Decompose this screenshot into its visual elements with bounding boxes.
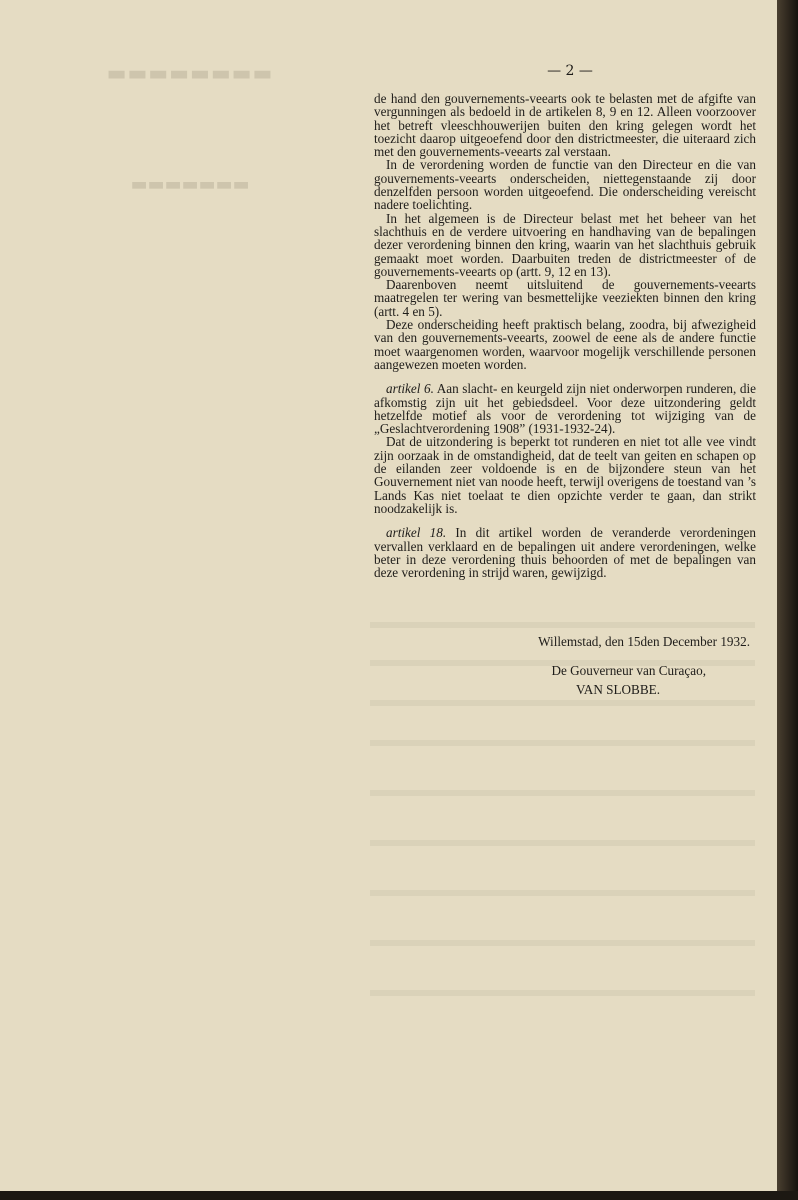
bleed-through-line [370,700,755,706]
article-6-text: Aan slacht- en keurgeld zijn niet onderworpen runderen, die afkomstig zijn uit het gebiedsdeel. Voor deze uitzondering geldt hetzelfde motief als voor de verordening tot wijziging van de „Geslachtverordening 1908” (1931-1932-24). [374,381,756,437]
bleed-through-heading: ▬▬▬▬▬▬▬▬ [106,60,274,85]
paragraph: de hand den gouvernements-veearts ook te belasten met de afgifte van vergunningen als bedoeld in de artikelen 8, 9 en 12. Alleen voorzoover het betreft vleeschhouwerijen buiten den kring gelegen wordt het toezicht daarop uitgeoefend door den districtmeester, die uiteraard zich met den gouvernements-veearts zal verstaan. [374,91,756,160]
paragraph: Dat de uitzondering is beperkt tot runderen en niet tot alle vee vindt zijn oorzaak in de omstandigheid, dat de teelt van geiten en schapen op de eilanden zeer voldoende is en de bijzondere steun van het Gouvernement niet van noode heeft, terwijl overigens de toestand van ’s Lands Kas niet toelaat te dien opzichte verder te gaan, dan strikt noodzakelijk is. [374,434,756,516]
article-6-paragraph [374,382,756,435]
paragraph: Deze onderscheiding heeft praktisch belang, zoodra, bij afwezigheid van den gouvernements-veearts, zoowel de eene als de andere functie moet waargenomen worden, waarvoor mogelijk verschillende personen aangewezen moeten worden. [374,317,756,372]
bleed-through-line [370,840,755,846]
article-18-text: In dit artikel worden de veranderde verordeningen vervallen verklaard en de bepalingen uit andere verordeningen, welke beter in deze verordening thuis behoorden of met de bepalingen van deze verordening in strijd waren, gewijzigd. [374,525,756,581]
bleed-through-line [370,740,755,746]
article-6-label: artikel 6. [386,381,434,397]
paragraph: In de verordening worden de functie van den Directeur en die van gouvernements-veearts onderscheiden, niettegenstaande zij door denzelfden persoon worden uitgeoefend. Die onderscheiding vereischt nadere toelichting. [374,157,756,213]
bleed-through-line [370,940,755,946]
article-18-label: artikel 18. [386,525,447,541]
paragraph: In het algemeen is de Directeur belast met het beheer van het slachthuis en de verdere uitvoering en handhaving van de bepalingen dezer verordening binnen den kring, waarin van het slachthuis gebruik gemaakt moet worden. Daarbuiten treden de districtmeester of de gouvernements-veearts op (artt. 9, 12 en 13). [374,210,756,279]
bleed-through-line [370,790,755,796]
bleed-through-line [370,890,755,896]
bleed-through-line [370,990,755,996]
signature-place-date: Willemstad, den 15den December 1932. [538,634,750,649]
paragraph: Daarenboven neemt uitsluitend de gouvernements-veearts maatregelen ter wering van besmettelijke veeziekten binnen den kring (artt. 4 en 5). [374,277,756,319]
article-18-paragraph [374,526,756,579]
page-edge-shadow [777,0,798,1200]
page-number: — 2 — [547,63,593,79]
body-text [374,92,756,579]
bleed-through-line [370,622,755,628]
signature-name: VAN SLOBBE. [575,682,660,697]
page-bottom-shadow [0,1191,798,1200]
bleed-through-subheading: ▬▬▬▬▬▬▬ [130,174,250,195]
signature-title: De Gouverneur van Curaçao, [551,663,706,678]
